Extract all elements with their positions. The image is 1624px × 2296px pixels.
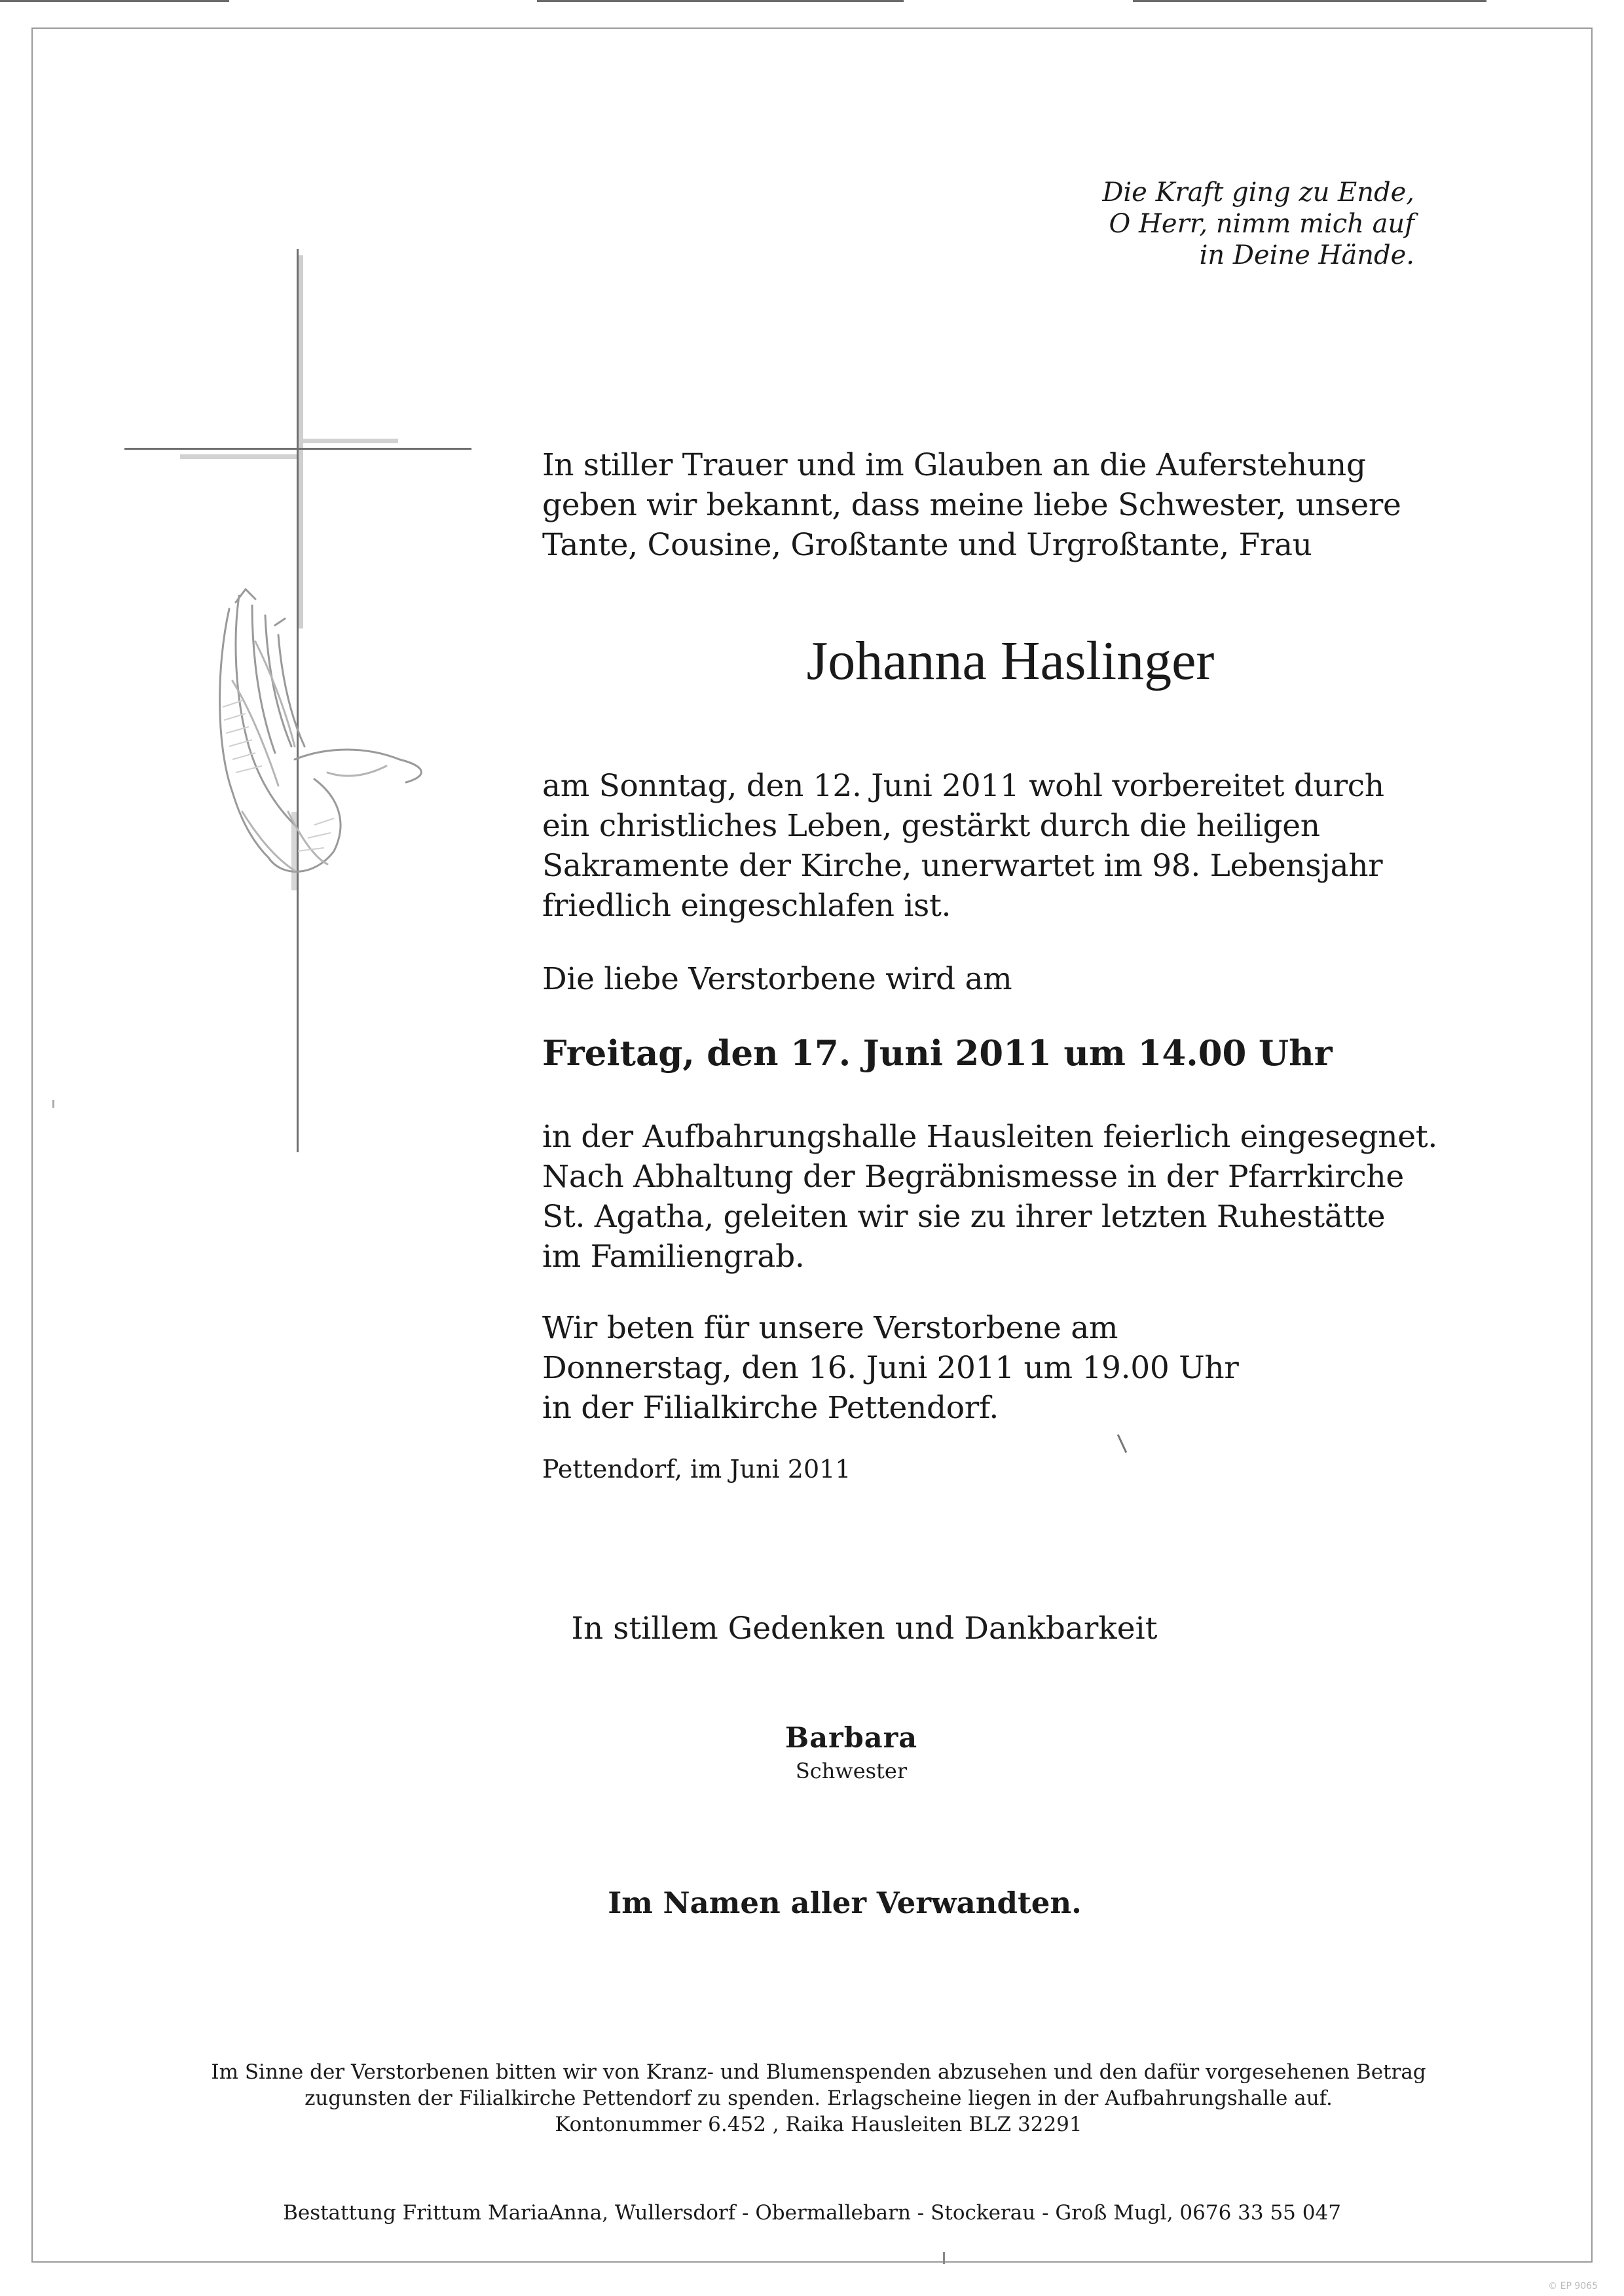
death-notice [542,766,1459,926]
funeral-home-footer: Bestattung Frittum MariaAnna, Wullersdorf - Obermallebarn - Stockerau - Groß Mugl, 0676 33 55 047 [283,2201,1341,2225]
cross-shadow-vertical [298,255,303,629]
text-line: Sakramente der Kirche, unerwartet im 98. Lebensjahr [542,848,1383,884]
motto-line: Die Kraft ging zu Ende, [1102,177,1414,208]
text-line: Tante, Cousine, Großtante und Urgroßtante, Frau [542,527,1312,563]
motto-line: in Deine Hände. [1199,240,1414,270]
text-line: Kontonummer 6.452 , Raika Hausleiten BLZ 32291 [555,2113,1082,2136]
praying-hands-icon [220,589,422,871]
scan-edge-right [1133,0,1486,2]
prayer-details [542,1308,1459,1428]
motto-line: O Herr, nimm mich auf [1109,209,1414,239]
relatives-line: Im Namen aller Verwandten. [608,1886,1082,1920]
motto-verse [956,177,1414,271]
funeral-date: Freitag, den 17. Juni 2011 um 14.00 Uhr [542,1033,1333,1074]
text-line: in der Aufbahrungshalle Hausleiten feierlich eingesegnet. [542,1119,1438,1155]
text-line: ein christliches Leben, gestärkt durch die heiligen [542,808,1320,844]
mourner-block [0,1722,1624,1783]
text-line: Die liebe Verstorbene wird am [542,961,1012,997]
cross-vertical-beam [297,249,299,1152]
funeral-intro [542,959,1459,999]
text-line: Donnerstag, den 16. Juni 2011 um 19.00 Uhr [542,1350,1239,1386]
text-line: Wir beten für unsere Verstorbene am [542,1310,1118,1346]
text-line: Nach Abhaltung der Begräbnismesse in der Pfarrkirche [542,1159,1404,1195]
text-line: zugunsten der Filialkirche Pettendorf zu spenden. Erlagscheine liegen in der Aufbahrungshalle auf. [304,2086,1333,2110]
mourner-name: Barbara [784,1722,918,1755]
deceased-name: Johanna Haslinger [806,630,1215,691]
cross-svg [118,249,485,1152]
remembrance-line: In stillem Gedenken und Dankbarkeit [571,1611,1158,1647]
text-line: am Sonntag, den 12. Juni 2011 wohl vorbereitet durch [542,768,1384,804]
place-date: Pettendorf, im Juni 2011 [542,1455,851,1484]
text-line: in der Filialkirche Pettendorf. [542,1390,999,1426]
cross-horizontal-beam [124,448,471,450]
ceremony-details [542,1117,1459,1277]
donation-note [0,2059,1624,2138]
hands-shading [223,701,334,851]
text-line: friedlich eingeschlafen ist. [542,888,951,924]
scan-edge-left [0,0,229,2]
text-line: In stiller Trauer und im Glauben an die Auferstehung [542,447,1366,483]
scan-edge-center [537,0,904,2]
text-line: Im Sinne der Verstorbenen bitten wir von Kranz- und Blumenspenden abzusehen und den dafür vorgesehenen Betrag [211,2060,1426,2084]
text-line: St. Agatha, geleiten wir sie zu ihrer letzten Ruhestätte [542,1199,1386,1235]
cross-shadow-horizontal-right [303,439,398,443]
announcement-intro [542,445,1459,565]
scan-speck [52,1100,54,1108]
mourner-relation: Schwester [795,1758,908,1783]
text-line: im Familiengrab. [542,1239,805,1275]
form-code: © EP 9065 [1548,2281,1598,2291]
scan-speck [943,2252,945,2264]
text-line: geben wir bekannt, dass meine liebe Schwester, unsere [542,487,1401,523]
cross-shadow-horizontal-left [180,454,298,459]
cross-icon [118,249,485,1152]
